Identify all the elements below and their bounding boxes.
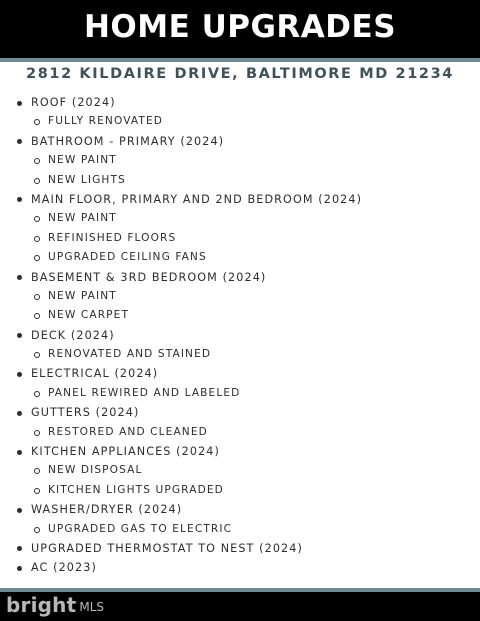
watermark-mls: MLS bbox=[79, 600, 105, 614]
upgrade-item: BATHROOM - PRIMARY (2024) bbox=[0, 132, 480, 151]
upgrade-item: UPGRADED THERMOSTAT TO NEST (2024) bbox=[0, 539, 480, 558]
watermark-brand: bright bbox=[6, 593, 77, 617]
accent-divider-top bbox=[0, 58, 480, 62]
upgrade-item: ROOF (2024) bbox=[0, 93, 480, 112]
upgrade-list bbox=[0, 93, 480, 578]
property-address: 2812 KILDAIRE DRIVE, BALTIMORE MD 21234 bbox=[26, 66, 454, 82]
upgrade-item: AC (2023) bbox=[0, 558, 480, 577]
upgrade-subitem: NEW LIGHTS bbox=[0, 171, 480, 190]
upgrade-item: WASHER/DRYER (2024) bbox=[0, 500, 480, 519]
upgrade-subitem: NEW CARPET bbox=[0, 306, 480, 325]
header-banner bbox=[0, 0, 480, 58]
upgrade-subitem: NEW PAINT bbox=[0, 287, 480, 306]
page-title: HOME UPGRADES bbox=[83, 9, 397, 45]
upgrade-item: DECK (2024) bbox=[0, 326, 480, 345]
bright-mls-watermark bbox=[6, 591, 104, 619]
upgrade-subitem: NEW PAINT bbox=[0, 209, 480, 228]
upgrade-subitem: RENOVATED AND STAINED bbox=[0, 345, 480, 364]
upgrade-subitem: NEW PAINT bbox=[0, 151, 480, 170]
upgrade-item: BASEMENT & 3RD BEDROOM (2024) bbox=[0, 268, 480, 287]
upgrade-item: KITCHEN APPLIANCES (2024) bbox=[0, 442, 480, 461]
upgrade-subitem: UPGRADED CEILING FANS bbox=[0, 248, 480, 267]
upgrade-subitem: UPGRADED GAS TO ELECTRIC bbox=[0, 520, 480, 539]
upgrade-item: GUTTERS (2024) bbox=[0, 403, 480, 422]
upgrade-subitem: PANEL REWIRED AND LABELED bbox=[0, 384, 480, 403]
upgrade-item: ELECTRICAL (2024) bbox=[0, 364, 480, 383]
upgrade-subitem: RESTORED AND CLEANED bbox=[0, 423, 480, 442]
upgrade-subitem: NEW DISPOSAL bbox=[0, 461, 480, 480]
upgrade-subitem: REFINISHED FLOORS bbox=[0, 229, 480, 248]
upgrade-item: MAIN FLOOR, PRIMARY AND 2ND BEDROOM (2024) bbox=[0, 190, 480, 209]
upgrade-subitem: KITCHEN LIGHTS UPGRADED bbox=[0, 481, 480, 500]
upgrade-subitem: FULLY RENOVATED bbox=[0, 112, 480, 131]
